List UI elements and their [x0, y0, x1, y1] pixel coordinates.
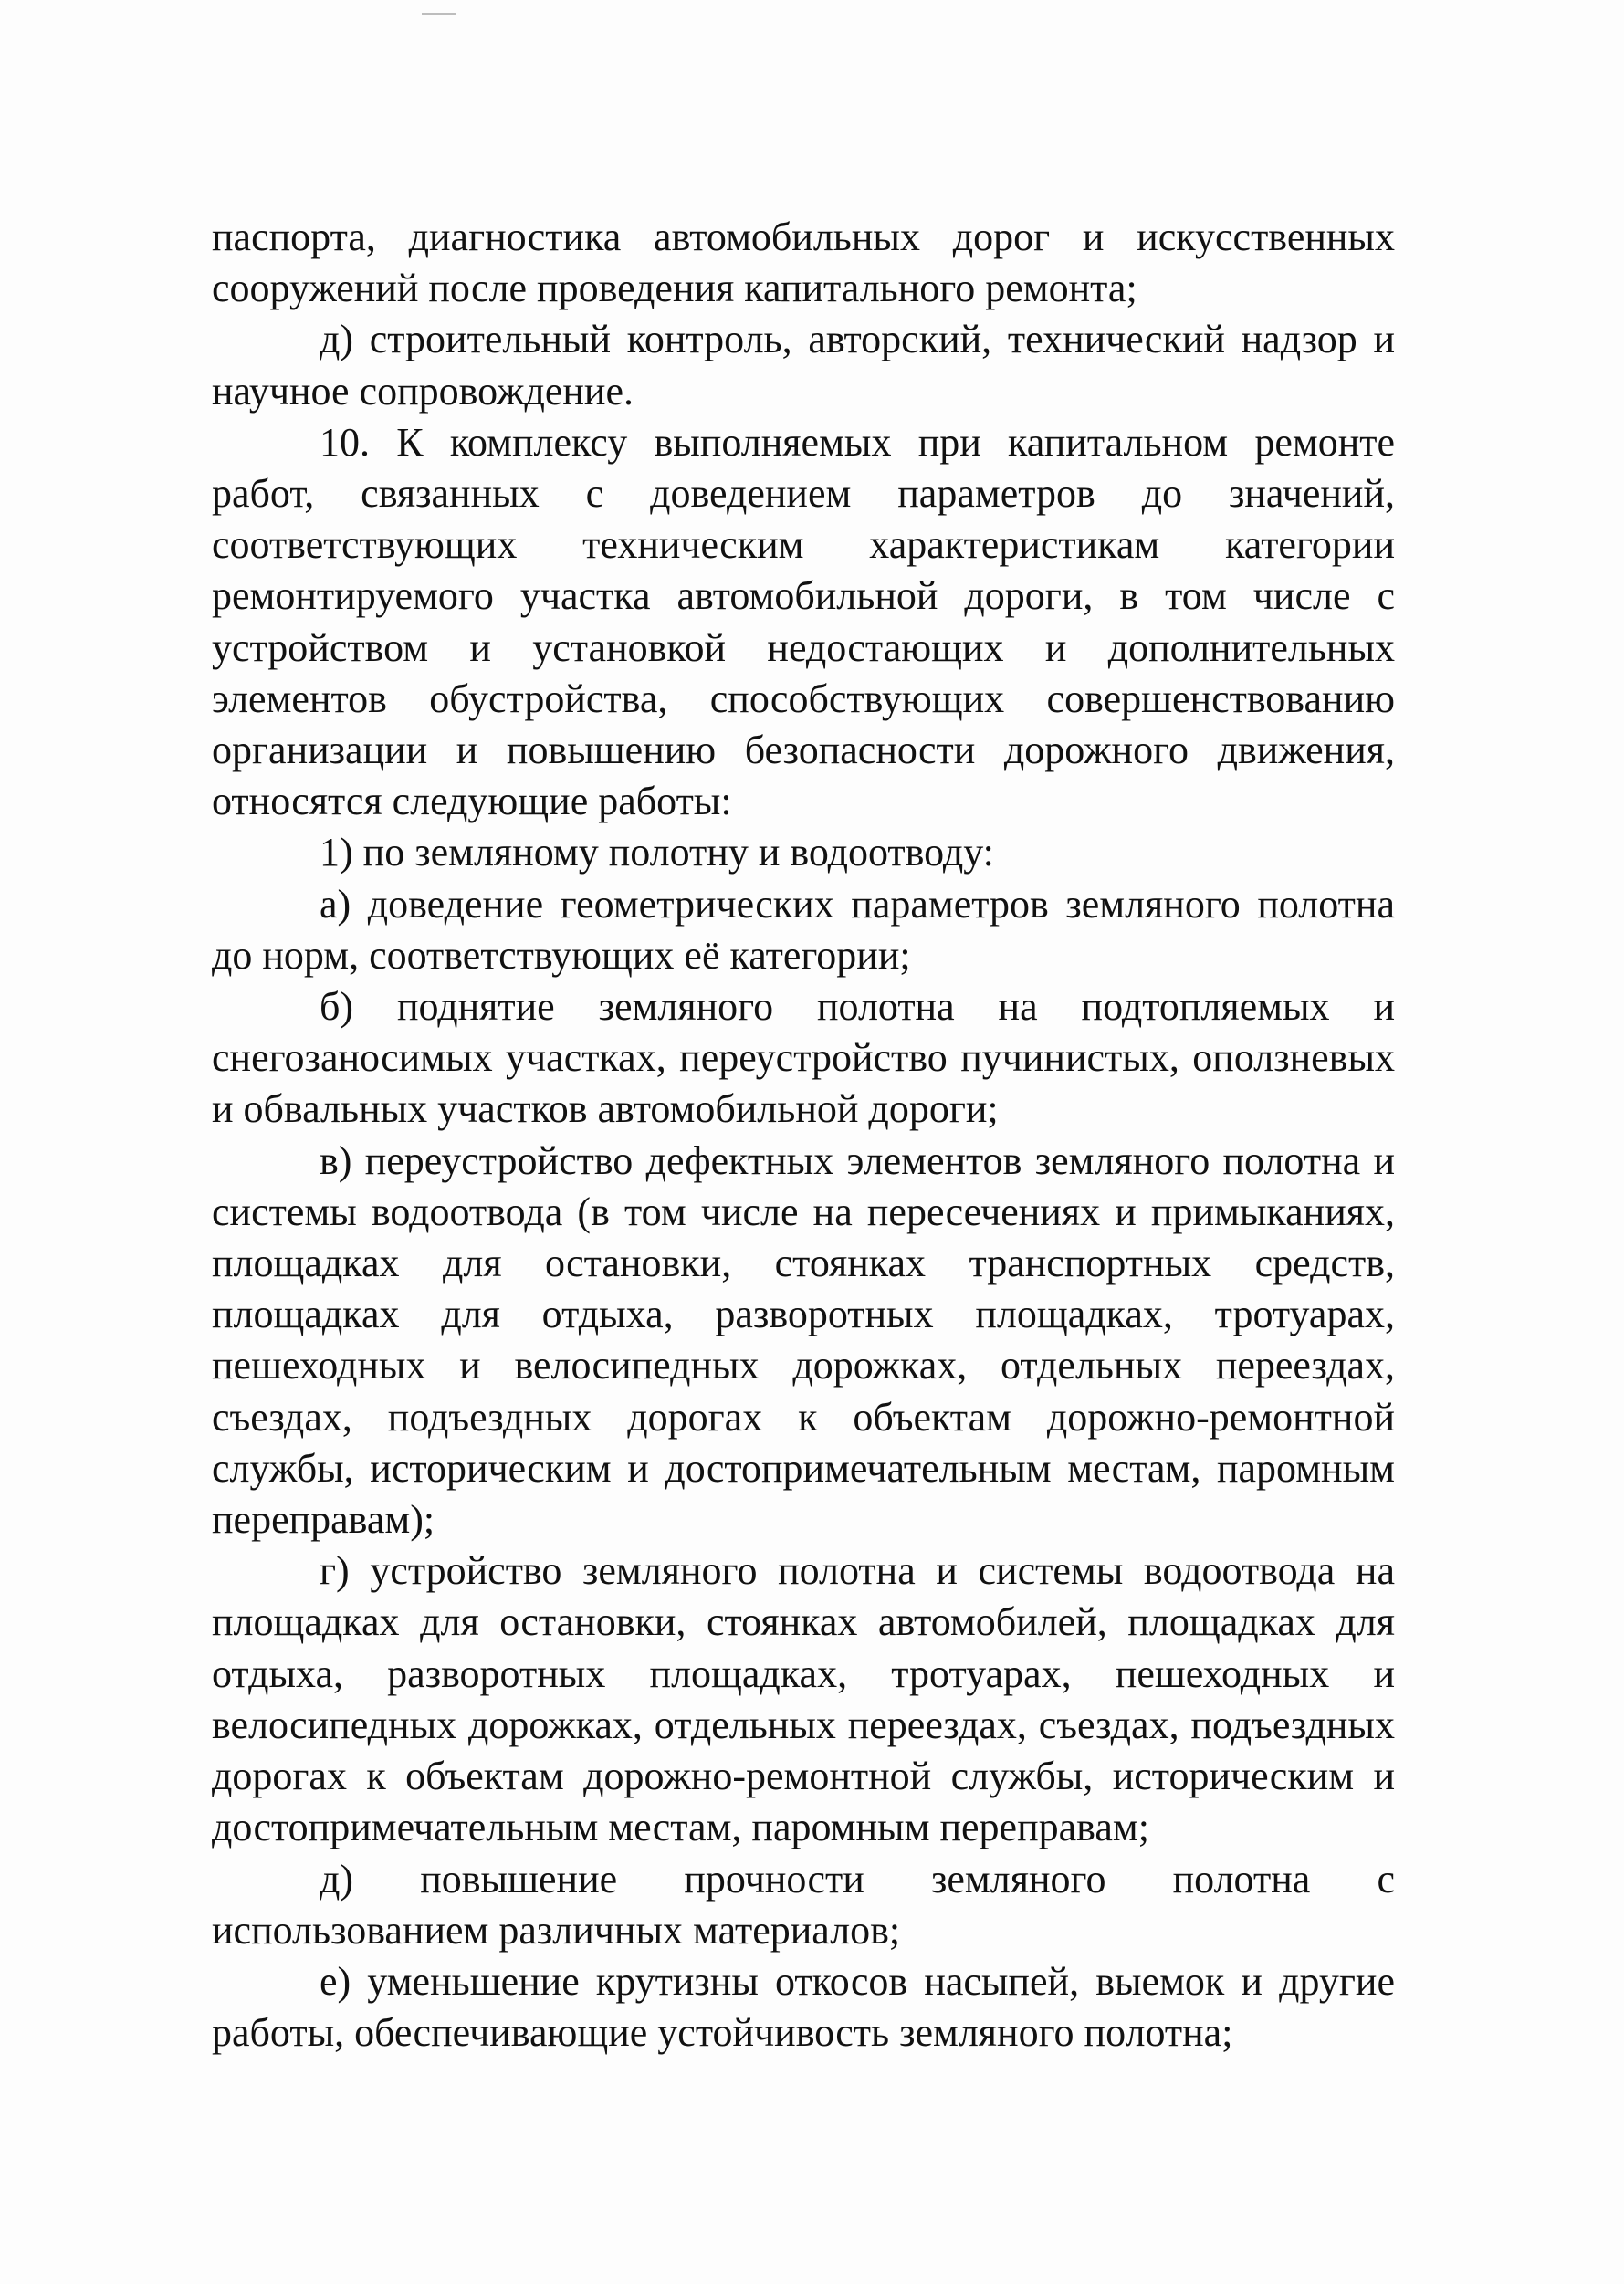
paragraph-item-b: б) поднятие земляного полотна на подтопляемых и снегозаносимых участках, переустройство пучинистых, оползневых и обвальных участков автомобильной дороги;	[212, 984, 1395, 1132]
paragraph-item-v: в) переустройство дефектных элементов земляного полотна и системы водоотвода (в том числе на пересечениях и примыканиях, площадках для остановки, стоянках транспортных средств, площадках для отдыха, разворотных площадках, тротуарах, пешеходных и велосипедных дорожках, отдельных переездах, съездах, подъездных дорогах к объектам дорожно-ремонтной службы, историческим и достопримечательным местам, паромным переправам);	[212, 1137, 1395, 1543]
scan-artifact	[422, 13, 456, 15]
paragraph-item-g: г) устройство земляного полотна и системы водоотвода на площадках для остановки, стоянках автомобилей, площадках для отдыха, разворотных площадках, тротуарах, пешеходных и велосипедных дорожках, отдельных переездах, съездах, подъездных дорогах к объектам дорожно-ремонтной службы, историческим и достопримечательным местам, паромным переправам;	[212, 1548, 1395, 1850]
document-body	[212, 212, 1395, 2059]
paragraph-item-d-construction-control: д) строительный контроль, авторский, технический надзор и научное сопровождение.	[212, 317, 1395, 414]
paragraph-section-10: 10. К комплексу выполняемых при капитальном ремонте работ, связанных с доведением параметров до значений, соответствующих техническим характеристикам категории ремонтируемого участка автомобильной дороги, в том числе с устройством и установкой недостающих и дополнительных элементов обустройства, способствующих совершенствованию организации и повышению безопасности дорожного движения, относятся следующие работы:	[212, 419, 1395, 824]
paragraph-item-e: е) уменьшение крутизны откосов насыпей, выемок и другие работы, обеспечивающие устойчивость земляного полотна;	[212, 1958, 1395, 2056]
paragraph-passport-continuation: паспорта, диагностика автомобильных дорог и искусственных сооружений после проведения капитального ремонта;	[212, 215, 1395, 311]
paragraph-item-1-earthwork: 1) по земляному полотну и водоотводу:	[320, 830, 994, 875]
paragraph-item-d: д) повышение прочности земляного полотна с использованием различных материалов;	[212, 1856, 1395, 1953]
paragraph-item-a: а) доведение геометрических параметров земляного полотна до норм, соответствующих её категории;	[212, 881, 1395, 978]
